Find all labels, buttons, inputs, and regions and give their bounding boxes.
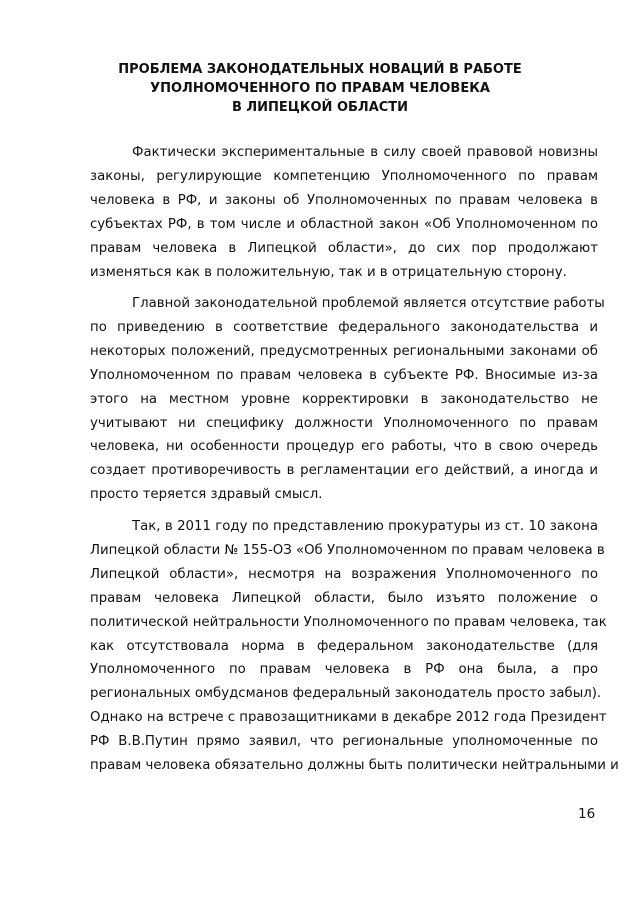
- text-line: правам человека обязательно должны быть политически нейтральными и: [90, 758, 619, 774]
- text-line: этого на местном уровне корректировки в законодательство не: [90, 391, 598, 407]
- text-line: некоторых положений, предусмотренных региональными законами об: [90, 343, 598, 359]
- text-line: учитывают ни специфику должности Уполномоченного по правам: [90, 415, 598, 431]
- title-line-3: В ЛИПЕЦКОЙ ОБЛАСТИ: [231, 100, 409, 115]
- text-line: просто теряется здравый смысл.: [90, 487, 323, 503]
- text-line: по приведению в соответствие федерального законодательства и: [90, 319, 598, 335]
- text-line: политической нейтральности Уполномоченного по правам человека, так: [90, 614, 607, 630]
- text-line: как отсутствовала норма в федеральном законодательстве (для: [90, 638, 598, 654]
- text-line: региональных омбудсманов федеральный законодатель просто забыл).: [90, 686, 602, 702]
- text-line: законы, регулирующие компетенцию Уполномоченного по правам: [90, 168, 598, 184]
- text-line: правам человека в Липецкой области», до сих пор продолжают: [90, 240, 598, 256]
- text-line: субъектах РФ, в том числе и областной закон «Об Уполномоченном по: [90, 216, 598, 232]
- text-line: Липецкой области», несмотря на возражения Уполномоченного по: [90, 566, 598, 582]
- text-line: Уполномоченном по правам человека в субъекте РФ. Вносимые из-за: [90, 367, 598, 383]
- text-line: Фактически экспериментальные в силу своей правовой новизны: [132, 145, 598, 160]
- text-line: создает противоречивость в регламентации его действий, а иногда и: [90, 463, 598, 479]
- paragraph-1: [90, 141, 598, 284]
- text-line: Главной законодательной проблемой является отсутствие работы: [132, 296, 605, 311]
- text-line: Липецкой области № 155-ОЗ «Об Уполномоченном по правам человека в: [90, 542, 605, 558]
- text-line: Уполномоченного по правам человека в РФ она была, а про: [90, 662, 598, 678]
- paragraph-2: [90, 292, 605, 507]
- text-line: РФ В.В.Путин прямо заявил, что региональные уполномоченные по: [90, 734, 598, 750]
- title-line-1: ПРОБЛЕМА ЗАКОНОДАТЕЛЬНЫХ НОВАЦИЙ В РАБОТЕ: [118, 62, 522, 77]
- text-line: Однако на встрече с правозащитниками в декабре 2012 года Президент: [90, 710, 607, 726]
- text-line: Так, в 2011 году по представлению прокуратуры из ст. 10 закона: [132, 519, 598, 534]
- page-title: [90, 60, 550, 117]
- paragraph-3: [90, 515, 619, 778]
- text-line: человека в РФ, и законы об Уполномоченных по правам человека в: [90, 192, 598, 208]
- title-line-2: УПОЛНОМОЧЕННОГО ПО ПРАВАМ ЧЕЛОВЕКА: [150, 81, 490, 96]
- text-line: человека, ни особенности процедур его работы, что в свою очередь: [90, 439, 598, 455]
- page-number: 16: [578, 806, 596, 822]
- text-line: правам человека Липецкой области, было изъято положение о: [90, 590, 598, 606]
- text-line: изменяться как в положительную, так и в отрицательную сторону.: [90, 264, 567, 280]
